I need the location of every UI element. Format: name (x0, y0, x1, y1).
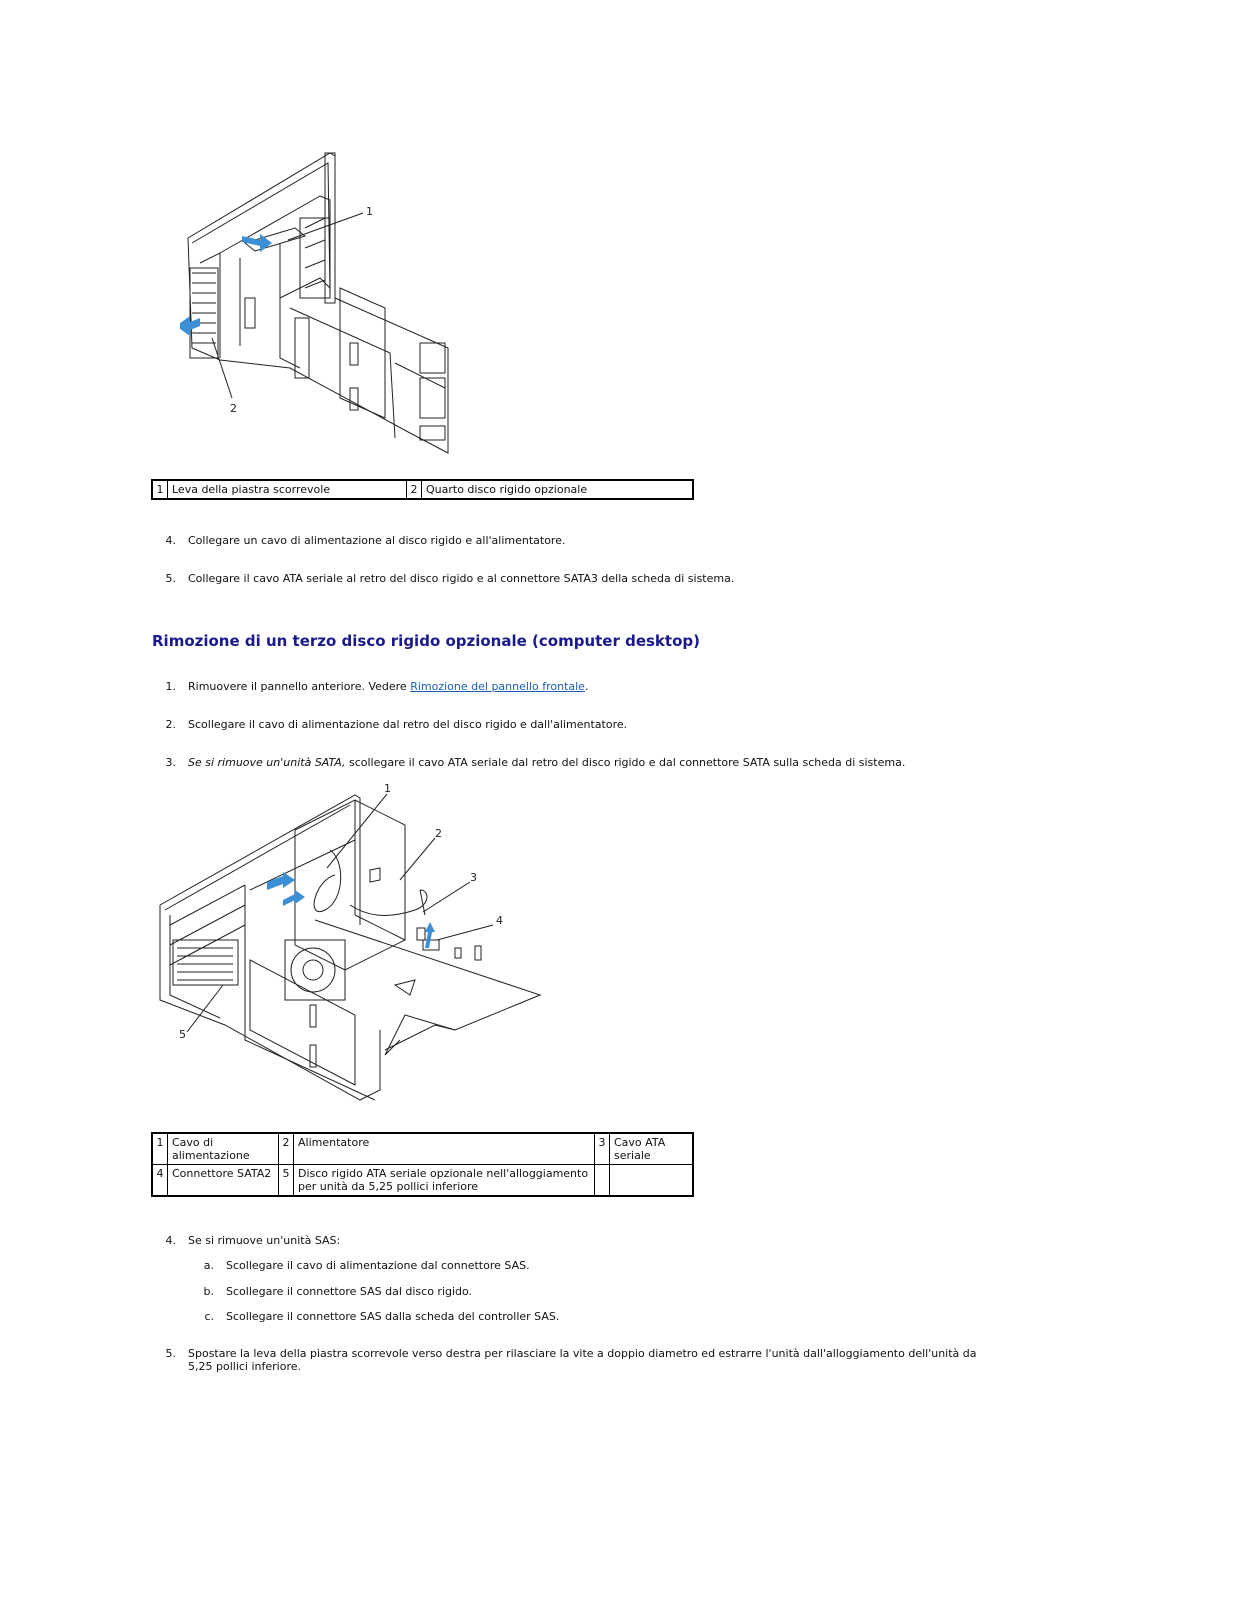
step-text: Scollegare il cavo di alimentazione dal retro del disco rigido e dall'alimentatore. (188, 718, 628, 731)
figure-hard-drive-slide-plate (180, 148, 455, 458)
substep-letter: c. (204, 1310, 214, 1323)
legend-number: 3 (595, 1133, 610, 1165)
legend-label: Cavo ATA seriale (610, 1133, 694, 1165)
legend-number: 4 (152, 1165, 168, 1197)
step-text: Se si rimuove un'unità SAS: (188, 1234, 341, 1247)
empty-cell (610, 1165, 694, 1197)
legend-table-2 (151, 1132, 694, 1197)
legend-label: Connettore SATA2 (168, 1165, 279, 1197)
substep-text: Scollegare il connettore SAS dalla scheda del controller SAS. (226, 1310, 560, 1323)
empty-cell (595, 1165, 610, 1197)
callout-3: 3 (470, 871, 477, 884)
sub-list-item (200, 1310, 559, 1323)
step-text: Rimuovere il pannello anteriore. Vedere (188, 680, 411, 693)
step-text: Collegare un cavo di alimentazione al disco rigido e all'alimentatore. (188, 534, 566, 547)
legend-label: Quarto disco rigido opzionale (422, 480, 694, 499)
step-number: 2. (165, 718, 176, 731)
table-row (152, 1165, 693, 1197)
legend-label: Leva della piastra scorrevole (168, 480, 407, 499)
figure-desktop-drive-cabling (155, 780, 550, 1110)
callout-4: 4 (496, 914, 503, 927)
step-text: Spostare la leva della piastra scorrevole verso destra per rilasciare la vite a doppio diametro ed estrarre l'unità dall'alloggiamento dell'unità da (188, 1347, 977, 1360)
legend-number: 1 (152, 480, 168, 499)
step-text: scollegare il cavo ATA seriale dal retro del disco rigido e dal connettore SATA sulla scheda di sistema. (345, 756, 906, 769)
legend-table-1 (151, 479, 694, 500)
callout-1: 1 (366, 205, 373, 218)
legend-number: 2 (407, 480, 422, 499)
step-text: Collegare il cavo ATA seriale al retro del disco rigido e al connettore SATA3 della scheda di sistema. (188, 572, 735, 585)
step-number: 3. (165, 756, 176, 769)
step-number: 5. (165, 572, 176, 585)
step-text-italic: Se si rimuove un'unità SATA, (188, 756, 346, 769)
list-item (152, 1234, 340, 1247)
table-row (152, 1133, 693, 1165)
step-number: 4. (165, 1234, 176, 1247)
tower-chassis-illustration (180, 148, 455, 458)
step-number: 4. (165, 534, 176, 547)
callout-2: 2 (230, 402, 237, 415)
substep-text: Scollegare il connettore SAS dal disco rigido. (226, 1285, 473, 1298)
table-row (152, 480, 693, 499)
list-item (152, 1347, 977, 1360)
substep-letter: a. (203, 1259, 214, 1272)
step-text-end: . (584, 680, 589, 693)
list-item (152, 534, 565, 547)
step-number: 1. (165, 680, 176, 693)
step-text: 5,25 pollici inferiore. (188, 1360, 301, 1373)
list-item (152, 680, 588, 693)
callout-5: 5 (179, 1028, 186, 1041)
legend-number: 2 (279, 1133, 294, 1165)
substep-letter: b. (203, 1285, 214, 1298)
substep-text: Scollegare il cavo di alimentazione dal connettore SAS. (226, 1259, 530, 1272)
list-item (152, 756, 905, 769)
legend-label: Disco rigido ATA seriale opzionale nell'alloggiamento per unità da 5,25 pollici inferiore (294, 1165, 595, 1197)
legend-label: Alimentatore (294, 1133, 595, 1165)
callout-2: 2 (435, 827, 442, 840)
list-item (152, 572, 734, 585)
legend-label: Cavo di alimentazione (168, 1133, 279, 1165)
step-number: 5. (165, 1347, 176, 1360)
callout-1: 1 (384, 782, 391, 795)
desktop-chassis-illustration (155, 780, 550, 1110)
legend-number: 5 (279, 1165, 294, 1197)
list-item (152, 718, 627, 731)
front-panel-link[interactable]: Rimozione del pannello frontale (410, 680, 585, 693)
section-title: Rimozione di un terzo disco rigido opzionale (computer desktop) (152, 632, 700, 650)
legend-number: 1 (152, 1133, 168, 1165)
list-item-continuation (188, 1360, 301, 1373)
sub-list-item (200, 1259, 530, 1272)
sub-list-item (200, 1285, 472, 1298)
